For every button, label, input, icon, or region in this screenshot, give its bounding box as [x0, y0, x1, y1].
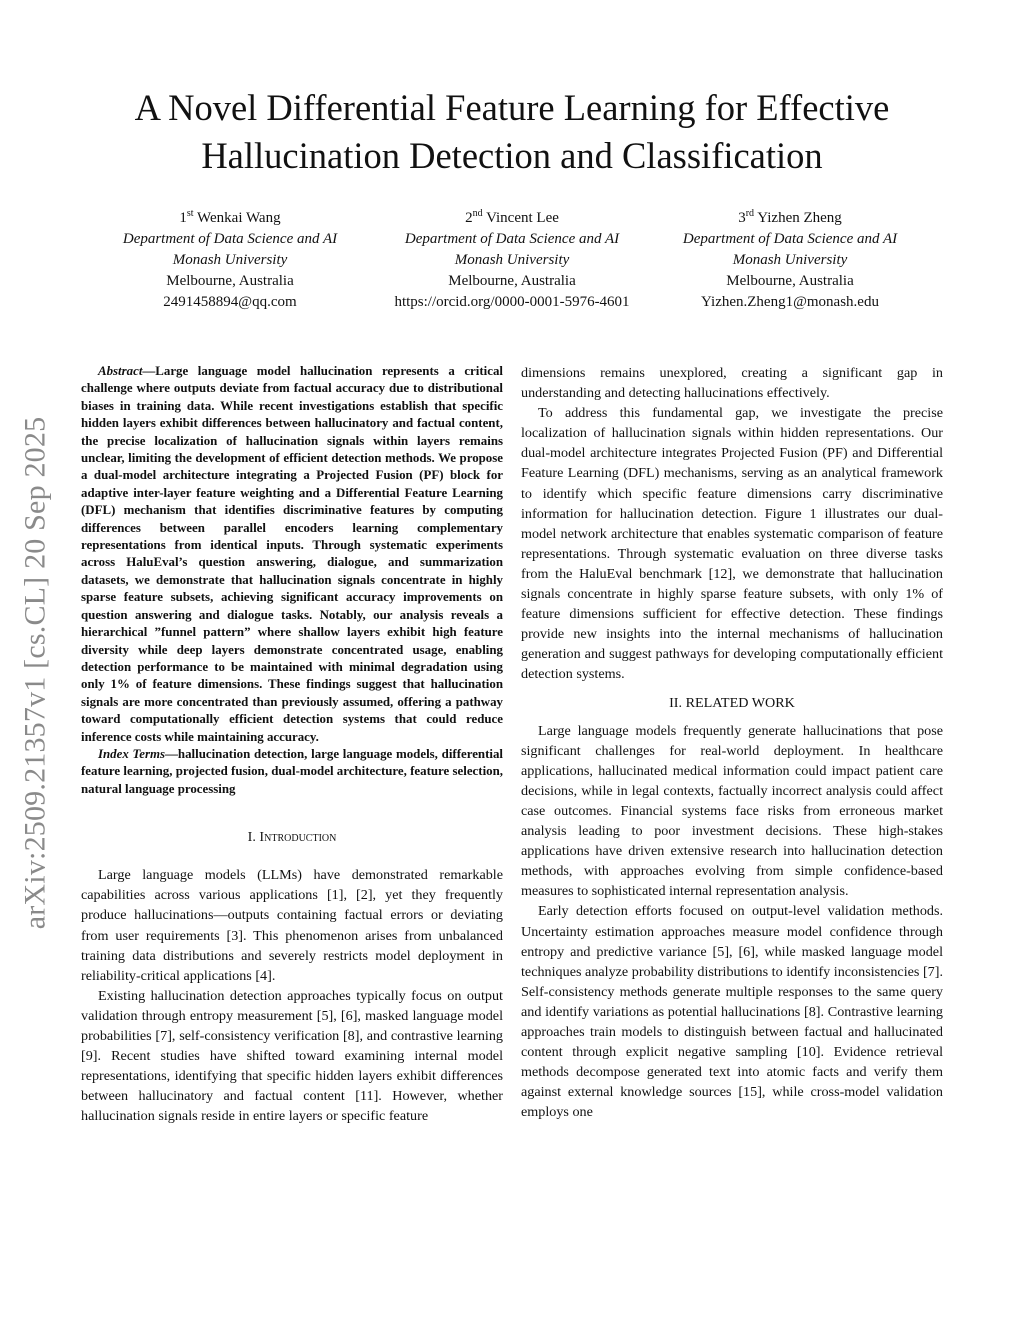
- author-department: Department of Data Science and AI: [404, 231, 620, 247]
- author-email: 2491458894@qq.com: [163, 294, 297, 310]
- author-ordinal-suffix: nd: [472, 208, 483, 219]
- body-paragraph: Large language models (LLMs) have demonstrated remarkable capabilities across various applications [1], [2], yet they frequently produce hallucinations—outputs containing factual errors or deviating from user requirements [3]. This phenomenon arises from unbalanced training data distributions and severely restricts model deployment in reliability-critical applications [4].: [81, 867, 503, 984]
- abstract: [81, 363, 503, 746]
- paper-title-line-2: Hallucination Detection and Classification: [201, 135, 823, 176]
- index-terms-text: —hallucination detection, large language models, differential feature learning, projected fusion, dual-model architecture, feature selection, natural language processing: [81, 746, 503, 796]
- arxiv-identifier-stamp: [13, 373, 57, 973]
- body-paragraph: To address this fundamental gap, we investigate the precise localization of hallucination signals within hidden representations. Our dual-model architecture integrates Projected Fusion (PF) and Differential Feature Learning (DFL) mechanisms, serving as an analytical framework to identify which specific feature dimensions carry discriminative information for hallucination detection. Figure 1 illustrates our dual-model network architecture that enables systematic comparison of feature representations. Through systematic evaluation on three diverse tasks from the HaluEval benchmark [12], we demonstrate that hallucination signals concentrate in highly sparse feature subsets, with only 1% of feature dimensions sufficient for effective detection. These findings provide new insights into the internal mechanisms of hallucination generation and suggest pathways for developing computationally efficient detection systems.: [521, 405, 943, 683]
- author-ordinal-suffix: rd: [745, 208, 755, 219]
- author-ordinal: 2: [465, 210, 473, 226]
- author-name-line: [362, 203, 662, 229]
- body-paragraph: Large language models frequently generate hallucinations that pose significant challenges for real-world deployment. In healthcare applications, hallucinated medical information could impact patient care decisions, while in legal contexts, factually incorrect analysis could affect case outcomes. Financial systems face risks from erroneous market analysis leading to poor investment decisions. These high-stakes applications have driven extensive research into hallucination detection methods, with approaches evolving from simple confidence-based measures to sophisticated internal representation analysis.: [521, 722, 943, 900]
- author-email: Yizhen.Zheng1@monash.edu: [701, 294, 879, 310]
- index-terms: [81, 746, 503, 798]
- left-column: [81, 363, 503, 1126]
- author-location: Melbourne, Australia: [726, 273, 854, 289]
- author-university: Monash University: [172, 252, 288, 268]
- author-name: Vincent Lee: [486, 210, 559, 226]
- section-numeral: II.: [669, 694, 683, 711]
- section-title: Introduction: [259, 829, 337, 846]
- abstract-label: Abstract: [98, 364, 143, 378]
- author-location: Melbourne, Australia: [166, 273, 294, 289]
- author-ordinal: 1: [179, 210, 187, 226]
- author-university: Monash University: [732, 252, 848, 268]
- right-column: [521, 363, 943, 1122]
- author-name: Yizhen Zheng: [757, 210, 842, 226]
- author-department: Department of Data Science and AI: [122, 231, 338, 247]
- index-terms-label: Index Terms: [98, 746, 166, 761]
- section-heading-introduction: [81, 827, 503, 847]
- body-paragraph-continuation: dimensions remains unexplored, creating a significant gap in understanding and detecting hallucinations effectively.: [521, 365, 943, 402]
- body-paragraph: Early detection efforts focused on output-level validation methods. Uncertainty estimation approaches measure model confidence through entropy and predictive variance [5], [6], while masked language model techniques analyze probability distributions to identify inconsistencies [7]. Self-consistency methods generate multiple responses to the same query and identify variations as potential hallucinations [8]. Contrastive learning approaches train models to distinguish between factual and hallucinated content through explicit negative sampling [10]. Evidence retrieval methods decompose generated text into atomic facts and verify them against external knowledge sources [15], while cross-model validation employs one: [521, 903, 943, 1121]
- author-block-2: [362, 203, 662, 313]
- arxiv-identifier-text: arXiv:2509.21357v1 [cs.CL] 20 Sep 2025: [18, 416, 52, 930]
- section-numeral: I.: [247, 829, 256, 846]
- section-heading-related-work: [521, 693, 943, 713]
- author-university: Monash University: [454, 252, 570, 268]
- abstract-text: —Large language model hallucination represents a critical challenge where outputs deviate from factual accuracy due to distributional biases in training data. While recent investigations establish that specific hidden layers exhibit differences between hallucinatory and factual content, the precise localization of hallucination signals within layers remains unclear, limiting the development of efficient detection methods. We propose a dual-model architecture integrating a Projected Fusion (PF) block for adaptive inter-layer feature weighting and a Differential Feature Learning (DFL) mechanism that identifies discriminative features by computing differences between parallel encoders learning complementary representations from identical inputs. Through systematic experiments across HaluEval’s question answering, dialogue, and summarization datasets, we demonstrate that hallucination signals concentrate in highly sparse feature subsets, achieving significant accuracy improvements on question answering and dialogue tasks. Notably, our analysis reveals a hierarchical ”funnel pattern” where shallow layers exhibit high feature diversity while deep layers demonstrate concentrated usage, enabling detection performance to be maintained with minimal degradation using only 1% of feature dimensions. These findings suggest that hallucination signals are more concentrated than previously assumed, offering a pathway toward computationally efficient detection systems that could reduce inference costs while maintaining accuracy.: [81, 364, 503, 744]
- body-paragraph: Existing hallucination detection approaches typically focus on output validation through entropy measurement [5], [6], masked language model probabilities [7], self-consistency verification [8], and contrastive learning [9]. Recent studies have shifted toward examining internal model representations, identifying that specific hidden layers exhibit differences between hallucinatory and factual content [11]. However, whether hallucination signals reside in entire layers or specific feature: [81, 987, 503, 1125]
- author-block-3: [640, 203, 940, 313]
- author-name-line: [80, 203, 380, 229]
- paper-title-line-1: A Novel Differential Feature Learning for Effective: [134, 87, 890, 128]
- section-title: RELATED WORK: [685, 694, 795, 711]
- author-orcid-link: https://orcid.org/0000-0001-5976-4601: [394, 294, 630, 310]
- paper-title: [40, 84, 984, 180]
- author-block-1: [80, 203, 380, 313]
- author-ordinal-suffix: st: [186, 208, 194, 219]
- author-location: Melbourne, Australia: [448, 273, 576, 289]
- author-ordinal: 3: [738, 210, 746, 226]
- author-name-line: [640, 203, 940, 229]
- author-department: Department of Data Science and AI: [682, 231, 898, 247]
- author-name: Wenkai Wang: [197, 210, 281, 226]
